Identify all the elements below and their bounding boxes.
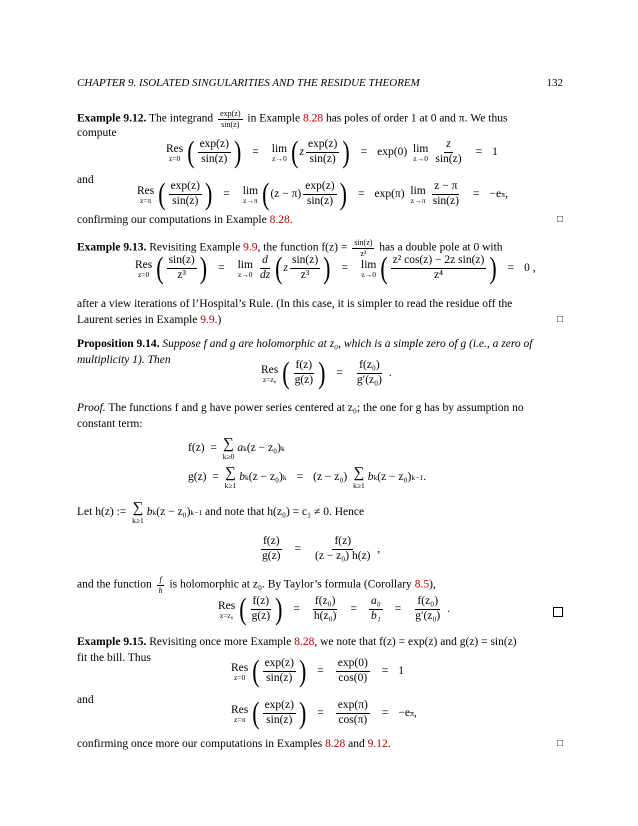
inline-fraction — [157, 575, 165, 595]
equals: = — [296, 471, 304, 484]
numerator: exp(z) — [263, 699, 296, 714]
factor: (z − z₀) — [248, 471, 283, 484]
text: The integrand — [149, 112, 214, 125]
cross-reference-link[interactable]: 9.9 — [200, 314, 215, 326]
lim-operator: lim — [410, 184, 426, 197]
numerator: a₀ — [369, 595, 383, 610]
text: ), — [429, 578, 436, 591]
subscript: z=0 — [137, 269, 150, 279]
denominator: sin(z) — [306, 194, 334, 207]
equals: = — [475, 146, 483, 159]
equals: = — [507, 262, 515, 275]
exponent: k−1 — [411, 472, 424, 482]
res-operator: Res — [135, 258, 153, 271]
denominator: cos(π) — [338, 713, 368, 726]
equation-f-series — [188, 436, 285, 461]
subscript: k≥1 — [224, 481, 237, 490]
running-header — [77, 77, 563, 89]
subscript: z→0 — [237, 269, 253, 279]
denominator: b₁ — [370, 609, 381, 622]
exponent: k−1 — [190, 507, 203, 517]
index: k — [245, 472, 249, 482]
subscript: z=0 — [168, 153, 181, 163]
numerator: f — [159, 575, 162, 584]
subscript: z→0 — [361, 269, 376, 279]
equals: = — [336, 367, 343, 380]
res-operator: Res — [166, 142, 184, 155]
subscript: z=z₀ — [219, 610, 234, 620]
index: k — [373, 472, 378, 482]
punct: . — [388, 367, 392, 380]
subscript: k≥1 — [353, 481, 365, 490]
text: confirming our computations in Example — [77, 214, 267, 226]
text: and — [77, 174, 94, 186]
punct: . — [447, 603, 450, 616]
factor: (z − z₀) — [246, 442, 281, 455]
text: Suppose f and g are holomorphic at z₀, which is a simple zero of g (i.e., a zero of — [162, 338, 533, 350]
cross-reference-link[interactable]: 8.28 — [269, 214, 290, 226]
sum-operator: ∑ — [353, 465, 365, 481]
numerator: z − π — [432, 180, 459, 195]
text: in Example — [247, 112, 301, 125]
text: after a view iterations of l’Hospital’s Rule. (In this case, it is simpler to read the residue off the — [77, 298, 513, 310]
res-operator: Res — [231, 703, 249, 716]
equals: = — [350, 603, 357, 616]
sum-operator: ∑ — [132, 500, 144, 516]
numerator: f(z) — [261, 535, 282, 550]
subscript: z=π — [139, 195, 152, 205]
equation-g-series — [188, 465, 426, 490]
denominator: sin(z) — [266, 671, 293, 684]
equation-example-9-15-at-pi: Res z=π ( $\frac{\exp(z)}{\sin(z)}$ ) = $\frac{\exp(\pi)}{\cos(\pi)}$ = −e π , — [231, 695, 417, 731]
text: constant term: — [77, 418, 143, 430]
exponent: π — [501, 189, 506, 199]
denominator: sin(z) — [435, 152, 462, 165]
example-label: Example 9.15. — [77, 636, 147, 648]
chapter-title: CHAPTER 9. ISOLATED SINGULARITIES AND THE RESIDUE THEOREM — [77, 77, 420, 89]
numerator: z — [444, 138, 452, 153]
denominator: sin(z) — [432, 194, 459, 207]
proposition-label: Proposition 9.14. — [77, 338, 160, 350]
denominator: cos(0) — [338, 671, 368, 684]
res-operator: Res — [231, 661, 249, 674]
variable: z — [283, 262, 288, 275]
subscript: z=0 — [233, 672, 246, 682]
example-9-15-conclusion — [77, 738, 563, 750]
factor: (z − z₀) — [156, 506, 191, 519]
res-operator: Res — [261, 363, 279, 376]
equals: = — [381, 707, 389, 720]
end-of-proof-icon — [553, 607, 563, 617]
index: k — [152, 507, 157, 517]
equals: = — [381, 665, 389, 678]
page-number: 132 — [546, 77, 563, 89]
numerator: f(z₀) — [357, 359, 382, 374]
cross-reference-link[interactable]: 8.28 — [294, 636, 315, 648]
text: The functions f and g have power series centered at z₀; the one for g has by assumption no — [108, 402, 524, 414]
equals: = — [341, 262, 348, 275]
exponent: k — [280, 443, 285, 453]
denominator: sin(z) — [172, 194, 199, 207]
lhs: f(z) = — [188, 442, 217, 455]
subscript: z=z₀ — [262, 374, 277, 384]
factor: (z − z₀) — [377, 471, 412, 484]
denominator: sin(z) — [201, 152, 228, 165]
text: and the function — [77, 578, 152, 591]
text: and note that h(z₀) = c₁ ≠ 0. Hence — [205, 506, 365, 519]
exponent: k — [282, 472, 287, 482]
coefficient: b — [239, 471, 245, 484]
denominator: g′(z₀) — [356, 373, 382, 386]
numerator: sin(z) — [354, 238, 373, 247]
numerator: sin(z) — [290, 254, 320, 269]
res-operator: Res — [218, 599, 236, 612]
denominator: z³ — [360, 248, 367, 258]
value: 1 — [492, 146, 498, 159]
example-label: Example 9.13. — [77, 241, 147, 254]
proof-line-2 — [77, 418, 563, 430]
example-9-15-line-1 — [77, 636, 563, 648]
numerator: exp(z) — [303, 180, 336, 195]
numerator: f(z₀) — [313, 595, 338, 610]
proof-label: Proof. — [77, 402, 106, 414]
function-f-h-line — [77, 575, 563, 595]
equation-example-9-13: Res z=0 ( $\frac{\sin(z)}{\text{z³}}$ ) = lim z→0 $\frac{d}{dz}$ ( z $\frac{\sin(z)}{\text{z³}}$ ) = lim z→0 ( $\frac{\text{z² cos(z) − 2z sin(z)}}{\text{z⁴}}$ ) = 0 , — [135, 250, 536, 286]
end-of-example-icon: □ — [556, 314, 563, 325]
text: has a double pole at 0 with — [379, 241, 503, 254]
denominator: h — [158, 585, 163, 595]
numerator: exp(π) — [336, 699, 370, 714]
lim-operator: lim — [413, 142, 429, 155]
text: .) — [214, 314, 222, 326]
equation-residue-at-pi: Res z=π ( $\frac{\exp(z)}{\sin(z)}$ ) = lim z→π ( (z − π) $\frac{\exp(z)}{\sin(z)}$ ) = exp(π) lim z→π $\frac{z - \pi}{\sin(z)}$ = −e π , — [137, 176, 508, 212]
variable: z — [299, 146, 304, 159]
subscript: z=π — [233, 714, 246, 724]
text: Let h(z) := — [77, 506, 127, 519]
punct: . — [423, 471, 426, 484]
equals: = — [294, 543, 302, 556]
text: Laurent series in Example — [77, 314, 198, 326]
equation-residue-at-0: Res z=0 ( $\frac{\exp(z)}{\sin(z)}$ ) = lim z→0 ( z $\frac{\exp(z)}{\sin(z)}$ ) = exp(0) lim z→0 $\frac{z}{\sin(z)}$ = 1 — [166, 134, 498, 170]
cross-reference-link[interactable]: 8.28 — [302, 112, 324, 125]
cross-reference-link[interactable]: 8.28 — [325, 738, 346, 750]
value: 0 — [524, 262, 530, 275]
example-9-13-after-1 — [77, 298, 563, 310]
text: and — [348, 738, 365, 750]
denominator: z³ — [177, 268, 186, 281]
text: . — [387, 738, 391, 750]
value: 1 — [398, 665, 405, 678]
denominator: g(z) — [262, 549, 281, 562]
numerator: z² cos(z) − 2z sin(z) — [391, 254, 487, 269]
text: multiplicity 1). Then — [77, 354, 171, 366]
text: fit the bill. Thus — [77, 652, 151, 664]
punct: , — [505, 188, 508, 201]
term: exp(0) — [377, 146, 408, 159]
denominator: g(z) — [294, 373, 314, 386]
denominator: sin(z) — [266, 713, 293, 726]
numerator: f(z₀) — [415, 595, 440, 610]
denominator: sin(z) — [309, 152, 336, 165]
factor: (z − z₀) — [313, 471, 348, 484]
value: −e — [489, 188, 502, 201]
punct: , — [377, 543, 381, 556]
end-of-example-icon: □ — [556, 738, 563, 749]
numerator: exp(0) — [336, 657, 370, 672]
denominator: g(z) — [251, 609, 271, 622]
numerator: exp(z) — [198, 138, 231, 153]
numerator: f(z) — [251, 595, 272, 610]
exponent: π — [409, 708, 414, 718]
equals: = — [394, 603, 402, 616]
term: exp(π) — [374, 188, 405, 201]
numerator: f(z) — [332, 535, 353, 550]
equals: = — [218, 262, 225, 275]
proof-line-1 — [77, 402, 563, 414]
text: compute — [77, 127, 117, 139]
punct: , — [414, 707, 417, 720]
sum-operator: ∑ — [225, 465, 236, 481]
subscript: z→π — [243, 195, 258, 205]
equation-proposition-9-14: Res z=z₀ ( $\frac{f(z)}{g(z)}$ ) = $\frac{\text{f(z₀)}}{\text{g′(z₀)}}$ . — [261, 355, 392, 391]
equals: = — [317, 707, 324, 720]
equation-f-over-g — [258, 535, 380, 564]
proposition-9-14-line-1 — [77, 338, 563, 350]
lhs: g(z) = — [188, 471, 219, 484]
coefficient: b — [146, 506, 153, 519]
subscript: k≥0 — [222, 452, 235, 461]
lim-operator: lim — [271, 142, 288, 155]
cross-reference-link[interactable]: 8.5 — [414, 578, 430, 591]
numerator: exp(z) — [263, 657, 296, 672]
equals: = — [360, 146, 368, 159]
coefficient: b — [367, 471, 374, 484]
equals: = — [357, 188, 365, 201]
numerator: d — [260, 254, 270, 269]
text: is holomorphic at z₀. By Taylor’s formula (Corollary — [169, 578, 412, 591]
let-h-line — [77, 500, 364, 525]
equation-example-9-15-at-0: Res z=0 ( $\frac{\exp(z)}{\sin(z)}$ ) = $\frac{\exp(0)}{\cos(0)}$ = 1 — [231, 653, 405, 689]
equals: = — [252, 146, 259, 159]
example-9-12-conclusion: confirming our computations in Example 8.28. □ — [77, 214, 563, 226]
equation-residue-formula: Res z=z₀ ( $\frac{f(z)}{g(z)}$ ) = $\frac{\text{f(z₀)}}{\text{h(z₀)}}$ = $\frac{\text{a₀}}{\text{b₁}}$ = $\frac{\text{f(z₀)}}{\text{g′(z₀)}}$ . — [218, 591, 450, 627]
punct: , — [532, 262, 536, 275]
lim-operator: lim — [242, 184, 259, 197]
equals: = — [293, 603, 300, 616]
subscript: z→π — [410, 195, 426, 205]
text: and — [77, 694, 94, 706]
text: , we note that f(z) = exp(z) and g(z) = sin(z) — [314, 636, 517, 648]
numerator: exp(z) — [306, 138, 339, 153]
equals: = — [223, 188, 230, 201]
cross-reference-link[interactable]: 9.12 — [367, 738, 388, 750]
equals: = — [472, 188, 480, 201]
factor: (z − π) — [270, 188, 302, 201]
denominator: z³ — [300, 268, 310, 281]
res-operator: Res — [137, 184, 155, 197]
equals: = — [317, 665, 324, 678]
denominator: dz — [259, 268, 271, 281]
example-label: Example 9.12. — [77, 112, 147, 125]
sum-operator: ∑ — [223, 436, 234, 452]
denominator: (z − z₀) h(z) — [315, 549, 371, 562]
cross-reference-link[interactable]: 9.9 — [243, 241, 258, 254]
subscript: k≥1 — [132, 516, 144, 525]
denominator: sin(z) — [221, 119, 240, 129]
text: has poles of order 1 at 0 and π. We thus — [325, 112, 508, 125]
subscript: z→0 — [272, 153, 287, 163]
end-of-example-icon: □ — [556, 214, 563, 225]
denominator: g′(z₀) — [415, 609, 441, 622]
numerator: f(z) — [294, 359, 315, 374]
text: confirming once more our computations in Examples — [77, 738, 323, 750]
text: Revisiting Example — [149, 241, 241, 254]
coefficient: a — [237, 442, 244, 455]
numerator: exp(z) — [220, 109, 241, 118]
lim-operator: lim — [237, 258, 253, 271]
value: −e — [398, 707, 410, 720]
numerator: sin(z) — [167, 254, 197, 269]
example-9-13-after-2 — [77, 314, 563, 326]
denominator: h(z₀) — [313, 609, 337, 622]
text: Revisiting once more Example — [149, 636, 292, 648]
text: , the function f(z) = — [257, 241, 348, 254]
numerator: exp(z) — [169, 180, 202, 195]
denominator: z⁴ — [433, 268, 444, 281]
subscript: z→0 — [413, 153, 428, 163]
lim-operator: lim — [361, 258, 377, 271]
index: k — [243, 443, 247, 453]
